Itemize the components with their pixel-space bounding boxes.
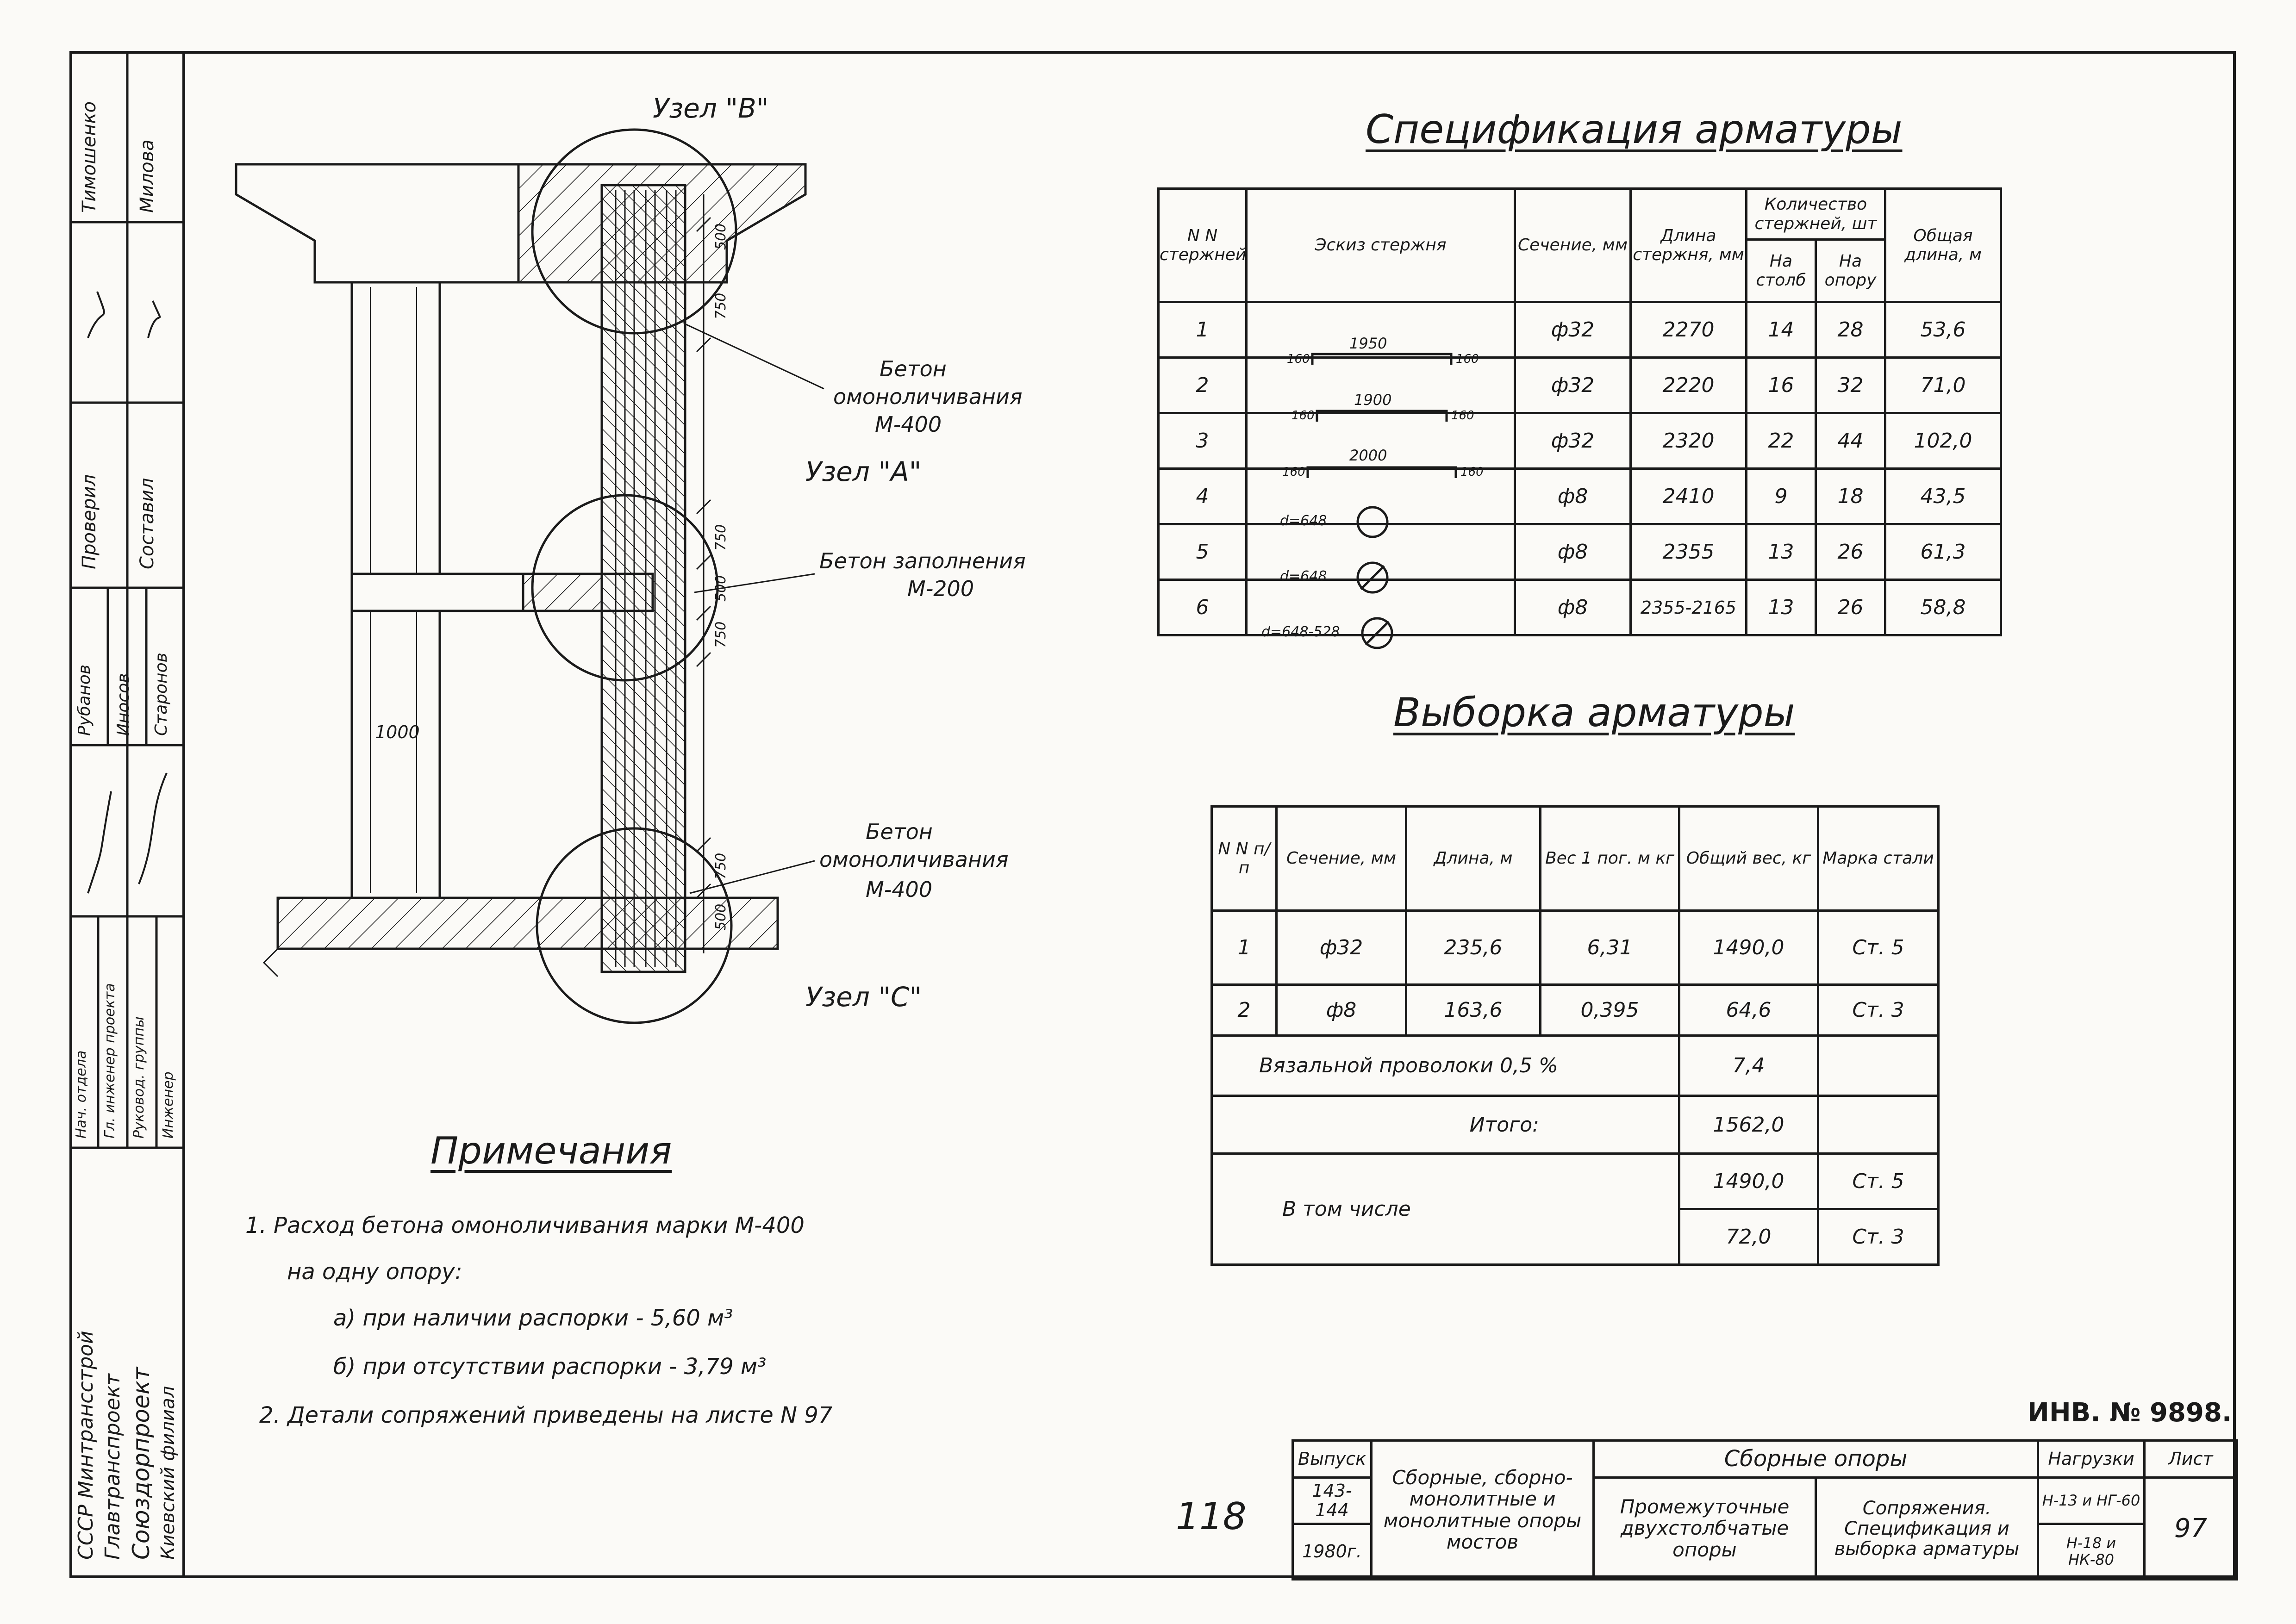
vyborka-cell-total: 64,6 [1679,985,1818,1036]
spec-cell-total: 102,0 [1885,413,2001,469]
spec-header-section: Сечение, мм [1515,189,1631,302]
spec-cell-total: 71,0 [1885,358,2001,413]
vtom-value-1: 1490,0 [1679,1154,1818,1209]
spec-cell-length: 2270 [1631,302,1747,358]
stamp-position-4: Инженер [160,1071,176,1139]
spec-cell-section: ф8 [1515,524,1631,580]
dim-500-top: 500 [713,223,729,250]
spec-cell-qty-column: 22 [1747,413,1816,469]
spec-cell-num: 5 [1159,524,1247,580]
table-row [1212,911,1939,985]
concrete-top-label-3: М-400 [875,412,942,437]
spec-cell-qty-column: 13 [1747,580,1816,635]
rod-sketch-length: 1950 [1349,334,1387,352]
concrete-fill-label-1: Бетон заполнения [819,548,1026,573]
rod-sketch-hook-left: 160 [1282,465,1305,479]
table-row [1159,302,2001,358]
vyborka-header-section: Сечение, мм [1277,807,1406,911]
dim-750-1: 750 [713,292,729,319]
dim-500-mid: 500 [713,575,729,602]
note-line-4: б) при отсутствии распорки - 3,79 м³ [333,1354,767,1380]
spec-cell-total: 61,3 [1885,524,2001,580]
stamp-person-2: Иносов [114,673,133,736]
dim-500-bottom: 500 [713,903,729,930]
subtitle-joints: Сопряжения. Спецификация и выборка арматуры [1816,1478,2038,1580]
node-c-label: Узел "С" [805,981,922,1013]
vyborka-table [1210,805,1940,1266]
sheet-value: 97 [2145,1478,2237,1580]
section-title: Сборные опоры [1594,1441,2038,1478]
spec-cell-qty-column: 14 [1747,302,1816,358]
spec-cell-num: 3 [1159,413,1247,469]
vyborka-cell-section: ф8 [1277,985,1406,1036]
stamp-position-2: Гл. инженер проекта [102,983,118,1139]
rod-sketch-hook-right: 160 [1456,352,1479,366]
wire-label: Вязальной проволоки 0,5 % [1212,1036,1679,1096]
note-line-3: а) при наличии распорки - 5,60 м³ [333,1305,733,1331]
vyborka-cell-length: 235,6 [1406,911,1541,985]
series-title: Сборные, сборно-монолитные и монолитные опоры мостов [1372,1441,1594,1580]
concrete-bottom-label-2: омоноличивания [819,847,1009,872]
spec-cell-length: 2410 [1631,469,1747,524]
spec-table [1157,187,2002,640]
vyborka-header-grade: Марка стали [1818,807,1939,911]
stamp-role-2: Составил [137,478,158,569]
year: 1980г. [1293,1524,1372,1580]
ring-sketch-diameter: d=648 [1280,512,1327,529]
spec-cell-qty-pier: 28 [1816,302,1885,358]
table-row [1212,1154,1939,1209]
vypusk-label: Выпуск [1293,1441,1372,1478]
spec-cell-length: 2355-2165 [1631,580,1747,635]
spec-cell-qty-pier: 26 [1816,580,1885,635]
spec-cell-qty-pier: 26 [1816,524,1885,580]
stamp-position-3: Руковод. группы [131,1016,147,1139]
rod-sketch-hook-right: 160 [1460,465,1484,479]
spec-cell-qty-pier: 32 [1816,358,1885,413]
spec-cell-num: 6 [1159,580,1247,635]
column-right [602,185,685,972]
spec-cell-length: 2220 [1631,358,1747,413]
spec-cell-section: ф32 [1515,358,1631,413]
vtom-label: В том числе [1212,1154,1679,1265]
stamp-name-1: Тимошенко [79,101,100,213]
rod-sketch-hook-left: 160 [1292,408,1315,423]
stamp-person-1: Рубанов [75,664,94,736]
spec-cell-qty-column: 16 [1747,358,1816,413]
dim-750-2: 750 [713,524,729,551]
stamp-role-1: Проверил [79,474,100,569]
spiral-sketch-diameter: d=648 [1280,568,1327,585]
spec-header-length: Длина стержня, мм [1631,189,1747,302]
vtom-grade-1: Ст. 5 [1818,1154,1939,1209]
spec-cell-num: 2 [1159,358,1247,413]
spec-cell-length: 2320 [1631,413,1747,469]
spec-header-num: N N стержней [1159,189,1247,302]
footing [278,898,778,949]
dim-750-4: 750 [713,852,729,879]
vyborka-title: Выборка арматуры [1393,690,1795,736]
rod-sketch-hook-right: 160 [1451,408,1474,423]
spec-cell-section: ф8 [1515,469,1631,524]
vyborka-header-num: N N п/п [1212,807,1277,911]
spec-cell-num: 1 [1159,302,1247,358]
vyborka-header-total: Общий вес, кг [1679,807,1818,911]
notes-title: Примечания [430,1129,672,1172]
vyborka-cell-grade: Ст. 5 [1818,911,1939,985]
spiral-sketch-diameter: d=648-528 [1261,623,1340,640]
dim-1000: 1000 [375,722,420,742]
concrete-top-label-2: омоноличивания [833,384,1023,409]
spec-header-qty-column: На столб [1747,240,1816,302]
spec-cell-total: 43,5 [1885,469,2001,524]
org-2: Главтранспроект [101,1374,125,1560]
vyborka-cell-weight: 0,395 [1541,985,1679,1036]
vyborka-cell-grade: Ст. 3 [1818,985,1939,1036]
spec-cell-qty-column: 9 [1747,469,1816,524]
note-line-5: 2. Детали сопряжений приведены на листе N 97 [259,1402,833,1428]
sheet-label: Лист [2145,1441,2237,1478]
loads-2: Н-18 и НК-80 [2038,1524,2145,1580]
spec-header-qty: Количество стержней, шт [1747,189,1885,240]
vyborka-cell-length: 163,6 [1406,985,1541,1036]
table-row [1212,1036,1939,1096]
spec-header-sketch: Эскиз стержня [1247,189,1515,302]
wire-value: 7,4 [1679,1036,1818,1096]
table-row [1212,985,1939,1036]
loads-1: Н-13 и НГ-60 [2038,1478,2145,1524]
concrete-fill-label-2: М-200 [907,576,974,601]
subtitle-piers: Промежуточные двухстолбчатые опоры [1594,1478,1816,1580]
spec-cell-section: ф8 [1515,580,1631,635]
spec-cell-qty-column: 13 [1747,524,1816,580]
stamp-name-2: Милова [137,139,158,213]
spec-cell-total: 53,6 [1885,302,2001,358]
rod-sketch-length: 2000 [1349,446,1387,464]
org-1: СССР Минтрансстрой [74,1331,98,1560]
vyborka-cell-num: 2 [1212,985,1277,1036]
spec-cell-section: ф32 [1515,413,1631,469]
spec-cell-length: 2355 [1631,524,1747,580]
dim-750-3: 750 [713,621,729,648]
org-3: Союздорпроект [128,1367,155,1560]
concrete-top-label-1: Бетон [880,356,947,381]
org-4: Киевский филиал [157,1386,179,1560]
vyborka-cell-total: 1490,0 [1679,911,1818,985]
cap-beam-left [236,164,518,282]
rod-sketch [1247,302,1515,366]
pier-section-drawing [0,0,1111,1064]
itogo-grade [1818,1096,1939,1154]
node-b-label: Узел "В" [653,93,769,124]
vtom-grade-2: Ст. 3 [1818,1209,1939,1265]
page-number: 118 [1176,1495,1247,1538]
rod-sketch-length: 1900 [1354,391,1392,409]
vypusk-value: 143-144 [1293,1478,1372,1524]
spec-title: Спецификация арматуры [1366,106,1903,153]
vyborka-header-weight: Вес 1 пог. м кг [1541,807,1679,911]
itogo-label: Итого: [1212,1096,1679,1154]
loads-label: Нагрузки [2038,1441,2145,1478]
spec-cell-total: 58,8 [1885,580,2001,635]
rod-sketch-hook-left: 160 [1287,352,1310,366]
inventory-number: ИНВ. № 9898. [2028,1398,2232,1428]
stamp-person-3: Старонов [152,653,171,736]
vyborka-cell-num: 1 [1212,911,1277,985]
title-block [1292,1439,2238,1580]
spec-cell-qty-pier: 44 [1816,413,1885,469]
vyborka-cell-section: ф32 [1277,911,1406,985]
wire-grade [1818,1036,1939,1096]
spec-cell-num: 4 [1159,469,1247,524]
vtom-value-2: 72,0 [1679,1209,1818,1265]
spec-cell-qty-pier: 18 [1816,469,1885,524]
vyborka-cell-weight: 6,31 [1541,911,1679,985]
node-a-label: Узел "А" [805,456,922,487]
note-line-1: 1. Расход бетона омоноличивания марки М-400 [245,1213,805,1238]
spec-cell-section: ф32 [1515,302,1631,358]
spec-header-total: Общая длина, м [1885,189,2001,302]
concrete-bottom-label-3: М-400 [866,877,933,902]
stamp-position-1: Нач. отдела [73,1050,89,1139]
note-line-2: на одну опору: [287,1259,462,1285]
table-row [1212,1096,1939,1154]
itogo-value: 1562,0 [1679,1096,1818,1154]
concrete-bottom-label-1: Бетон [866,819,933,844]
spec-header-qty-pier: На опору [1816,240,1885,302]
vyborka-header-length: Длина, м [1406,807,1541,911]
